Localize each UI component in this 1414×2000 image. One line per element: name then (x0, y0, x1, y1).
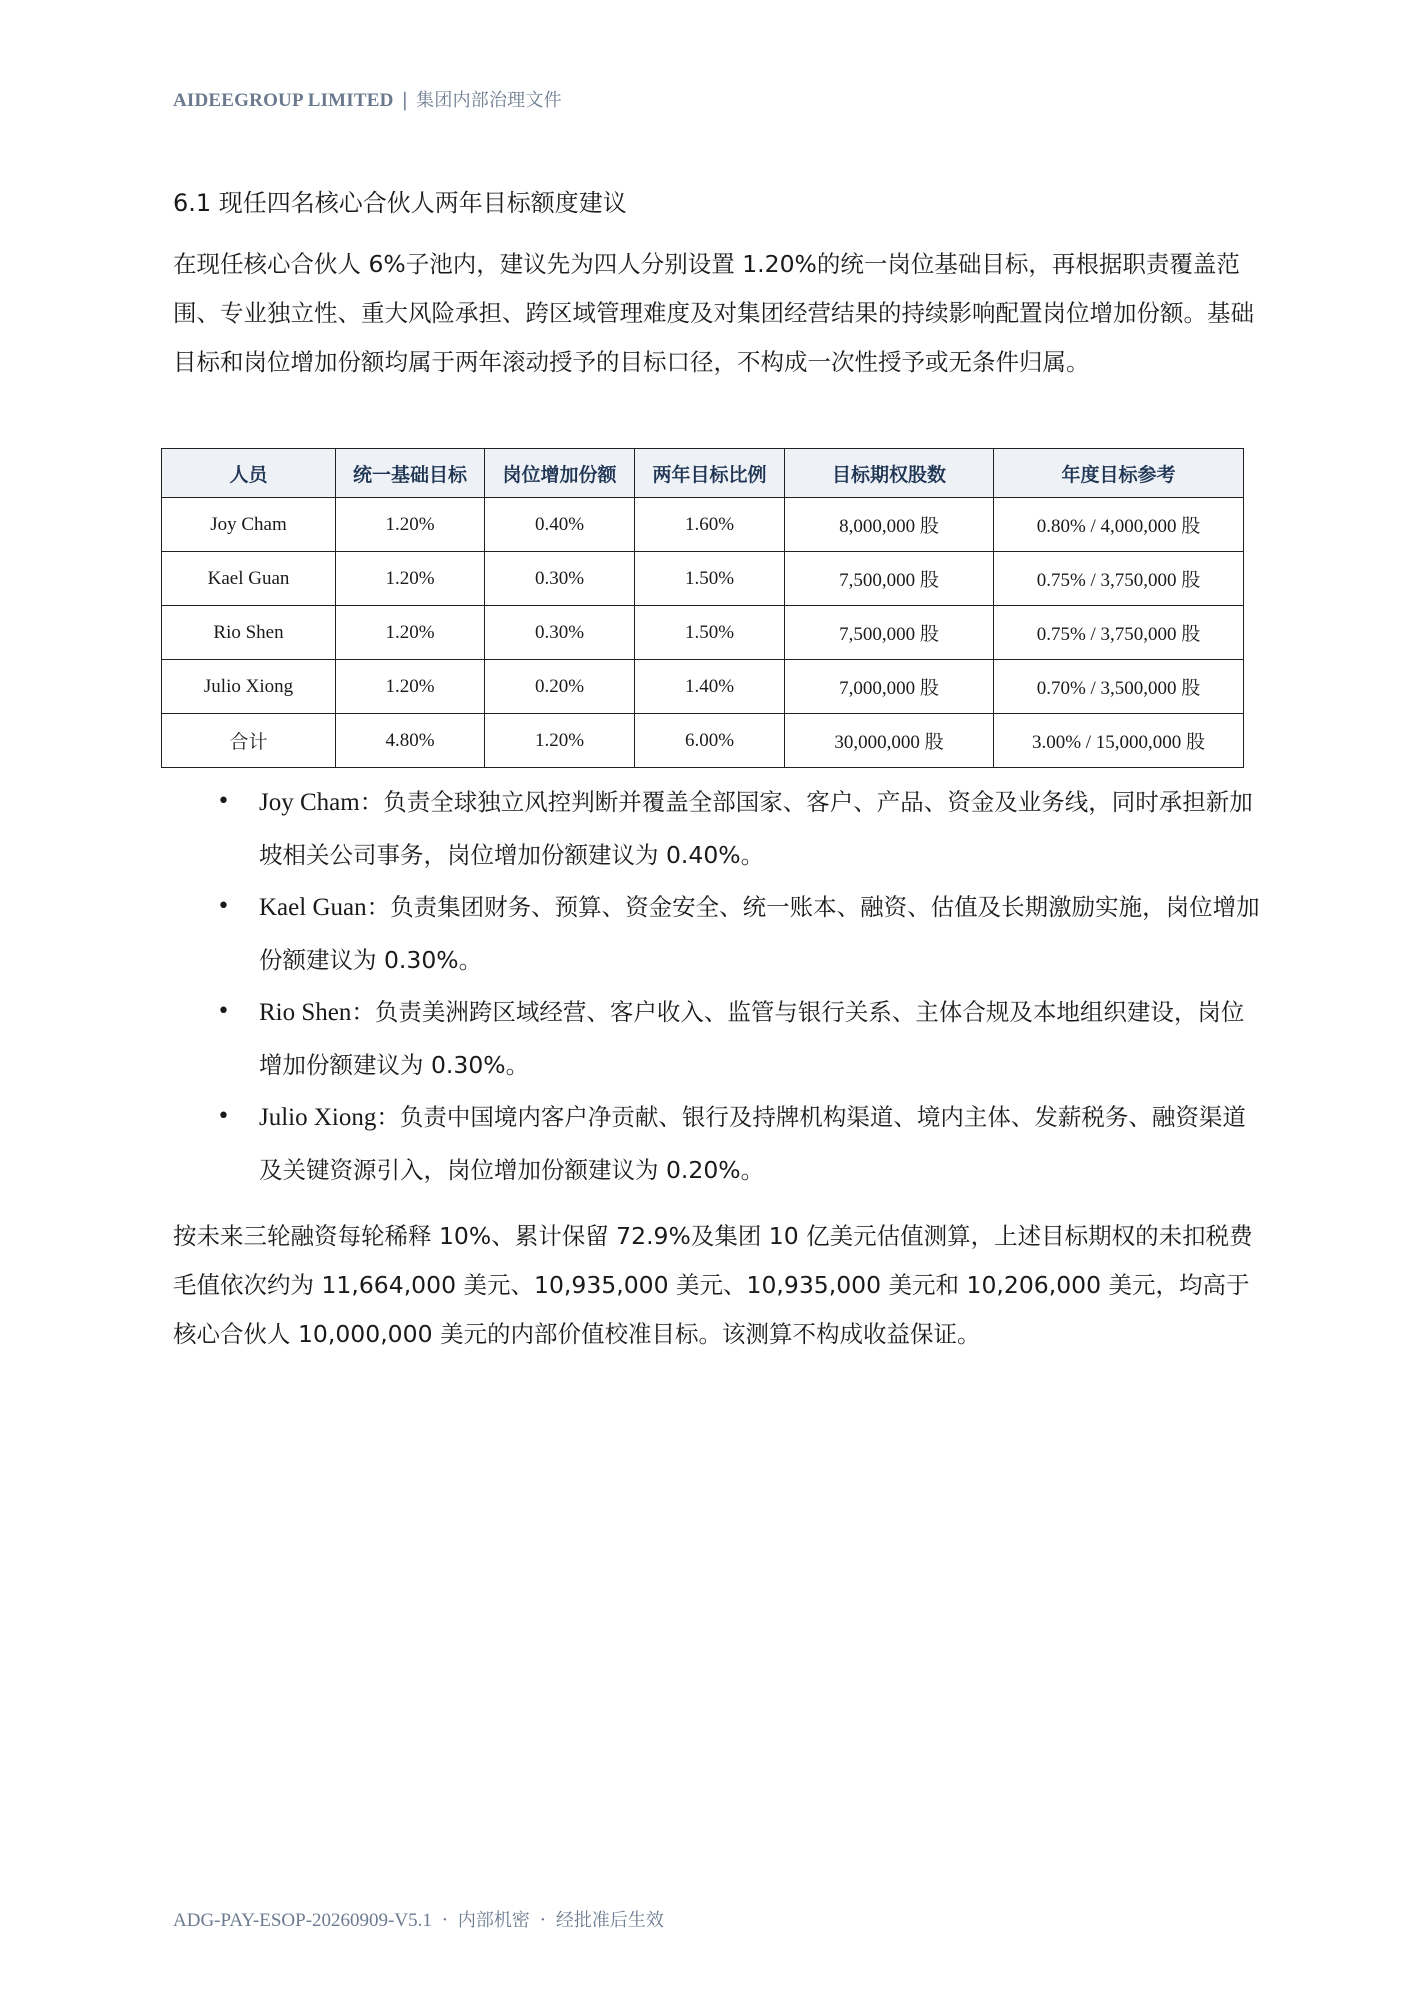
list-item (173, 1091, 1263, 1196)
partner-name: Julio Xiong (259, 1104, 377, 1131)
cell-shares: 30,000,000 股 (785, 714, 994, 768)
classification-label: 内部机密 (457, 1910, 530, 1931)
cell-ratio: 1.60% (635, 498, 785, 552)
list-item (173, 986, 1263, 1091)
cell-add: 1.20% (485, 714, 635, 768)
footer-separator: · (441, 1909, 448, 1931)
cell-person: 合计 (162, 714, 336, 768)
cell-add: 0.30% (485, 552, 635, 606)
table-row (162, 606, 1244, 660)
document-type: 集团内部治理文件 (416, 90, 562, 111)
cell-ratio: 1.50% (635, 606, 785, 660)
partner-description: ：负责全球独立风控判断并覆盖全部国家、客户、产品、资金及业务线，同时承担新加坡相关公司事务，岗位增加份额建议为 0.40%。 (259, 788, 1253, 869)
table-row (162, 552, 1244, 606)
column-header: 年度目标参考 (994, 449, 1244, 498)
cell-base: 1.20% (336, 498, 485, 552)
cell-shares: 7,500,000 股 (785, 606, 994, 660)
cell-ratio: 1.40% (635, 660, 785, 714)
partner-name: Joy Cham (259, 789, 360, 816)
list-item (173, 881, 1263, 986)
header-separator: | (401, 89, 409, 111)
cell-person: Joy Cham (162, 498, 336, 552)
partner-description: ：负责集团财务、预算、资金安全、统一账本、融资、估值及长期激励实施，岗位增加份额建议为 0.30%。 (259, 893, 1260, 974)
cell-add: 0.30% (485, 606, 635, 660)
cell-annual: 0.75% / 3,750,000 股 (994, 606, 1244, 660)
cell-base: 1.20% (336, 552, 485, 606)
column-header: 岗位增加份额 (485, 449, 635, 498)
cell-base: 4.80% (336, 714, 485, 768)
cell-annual: 0.70% / 3,500,000 股 (994, 660, 1244, 714)
partner-responsibility-list (173, 776, 1263, 1196)
column-header: 两年目标比例 (635, 449, 785, 498)
partner-name: Kael Guan (259, 894, 367, 921)
section-title: 6.1 现任四名核心合伙人两年目标额度建议 (173, 189, 627, 217)
table-total-row (162, 714, 1244, 768)
cell-base: 1.20% (336, 606, 485, 660)
company-name: AIDEEGROUP LIMITED (173, 90, 394, 111)
cell-add: 0.40% (485, 498, 635, 552)
cell-shares: 8,000,000 股 (785, 498, 994, 552)
table-header-row (162, 449, 1244, 498)
cell-person: Rio Shen (162, 606, 336, 660)
page-footer (173, 1906, 664, 1932)
cell-person: Kael Guan (162, 552, 336, 606)
table-row (162, 660, 1244, 714)
valuation-note-paragraph: 按未来三轮融资每轮稀释 10%、累计保留 72.9%及集团 10 亿美元估值测算，上述目标期权的未扣税费毛值依次约为 11,664,000 美元、10,935,000 美元、10,935,000 美元和 10,206,000 美元，均高于核心合伙人 10,000,000 美元的内部价值校准目标。该测算不构成收益保证。 (173, 1222, 1253, 1348)
partner-description: ：负责中国境内客户净贡献、银行及持牌机构渠道、境内主体、发薪税务、融资渠道及关键资源引入，岗位增加份额建议为 0.20%。 (259, 1103, 1246, 1184)
partner-name: Rio Shen (259, 999, 352, 1026)
cell-annual: 3.00% / 15,000,000 股 (994, 714, 1244, 768)
status-label: 经批准后生效 (555, 1910, 664, 1931)
page-header (173, 86, 562, 112)
column-header: 统一基础目标 (336, 449, 485, 498)
cell-ratio: 6.00% (635, 714, 785, 768)
bullet-icon: • (217, 789, 230, 814)
bullet-icon: • (217, 1104, 230, 1129)
footer-separator: · (539, 1909, 546, 1931)
column-header: 目标期权股数 (785, 449, 994, 498)
cell-ratio: 1.50% (635, 552, 785, 606)
column-header: 人员 (162, 449, 336, 498)
table-row (162, 498, 1244, 552)
cell-base: 1.20% (336, 660, 485, 714)
list-item (173, 776, 1263, 881)
targets-table (161, 448, 1244, 768)
document-code: ADG-PAY-ESOP-20260909-V5.1 (173, 1910, 432, 1931)
cell-shares: 7,000,000 股 (785, 660, 994, 714)
intro-paragraph: 在现任核心合伙人 6%子池内，建议先为四人分别设置 1.20%的统一岗位基础目标，再根据职责覆盖范围、专业独立性、重大风险承担、跨区域管理难度及对集团经营结果的持续影响配置岗位增加份额。基础目标和岗位增加份额均属于两年滚动授予的目标口径，不构成一次性授予或无条件归属。 (173, 250, 1254, 376)
cell-annual: 0.75% / 3,750,000 股 (994, 552, 1244, 606)
cell-add: 0.20% (485, 660, 635, 714)
bullet-icon: • (217, 894, 230, 919)
cell-person: Julio Xiong (162, 660, 336, 714)
cell-annual: 0.80% / 4,000,000 股 (994, 498, 1244, 552)
cell-shares: 7,500,000 股 (785, 552, 994, 606)
bullet-icon: • (217, 999, 230, 1024)
partner-description: ：负责美洲跨区域经营、客户收入、监管与银行关系、主体合规及本地组织建设，岗位增加份额建议为 0.30%。 (259, 998, 1245, 1079)
